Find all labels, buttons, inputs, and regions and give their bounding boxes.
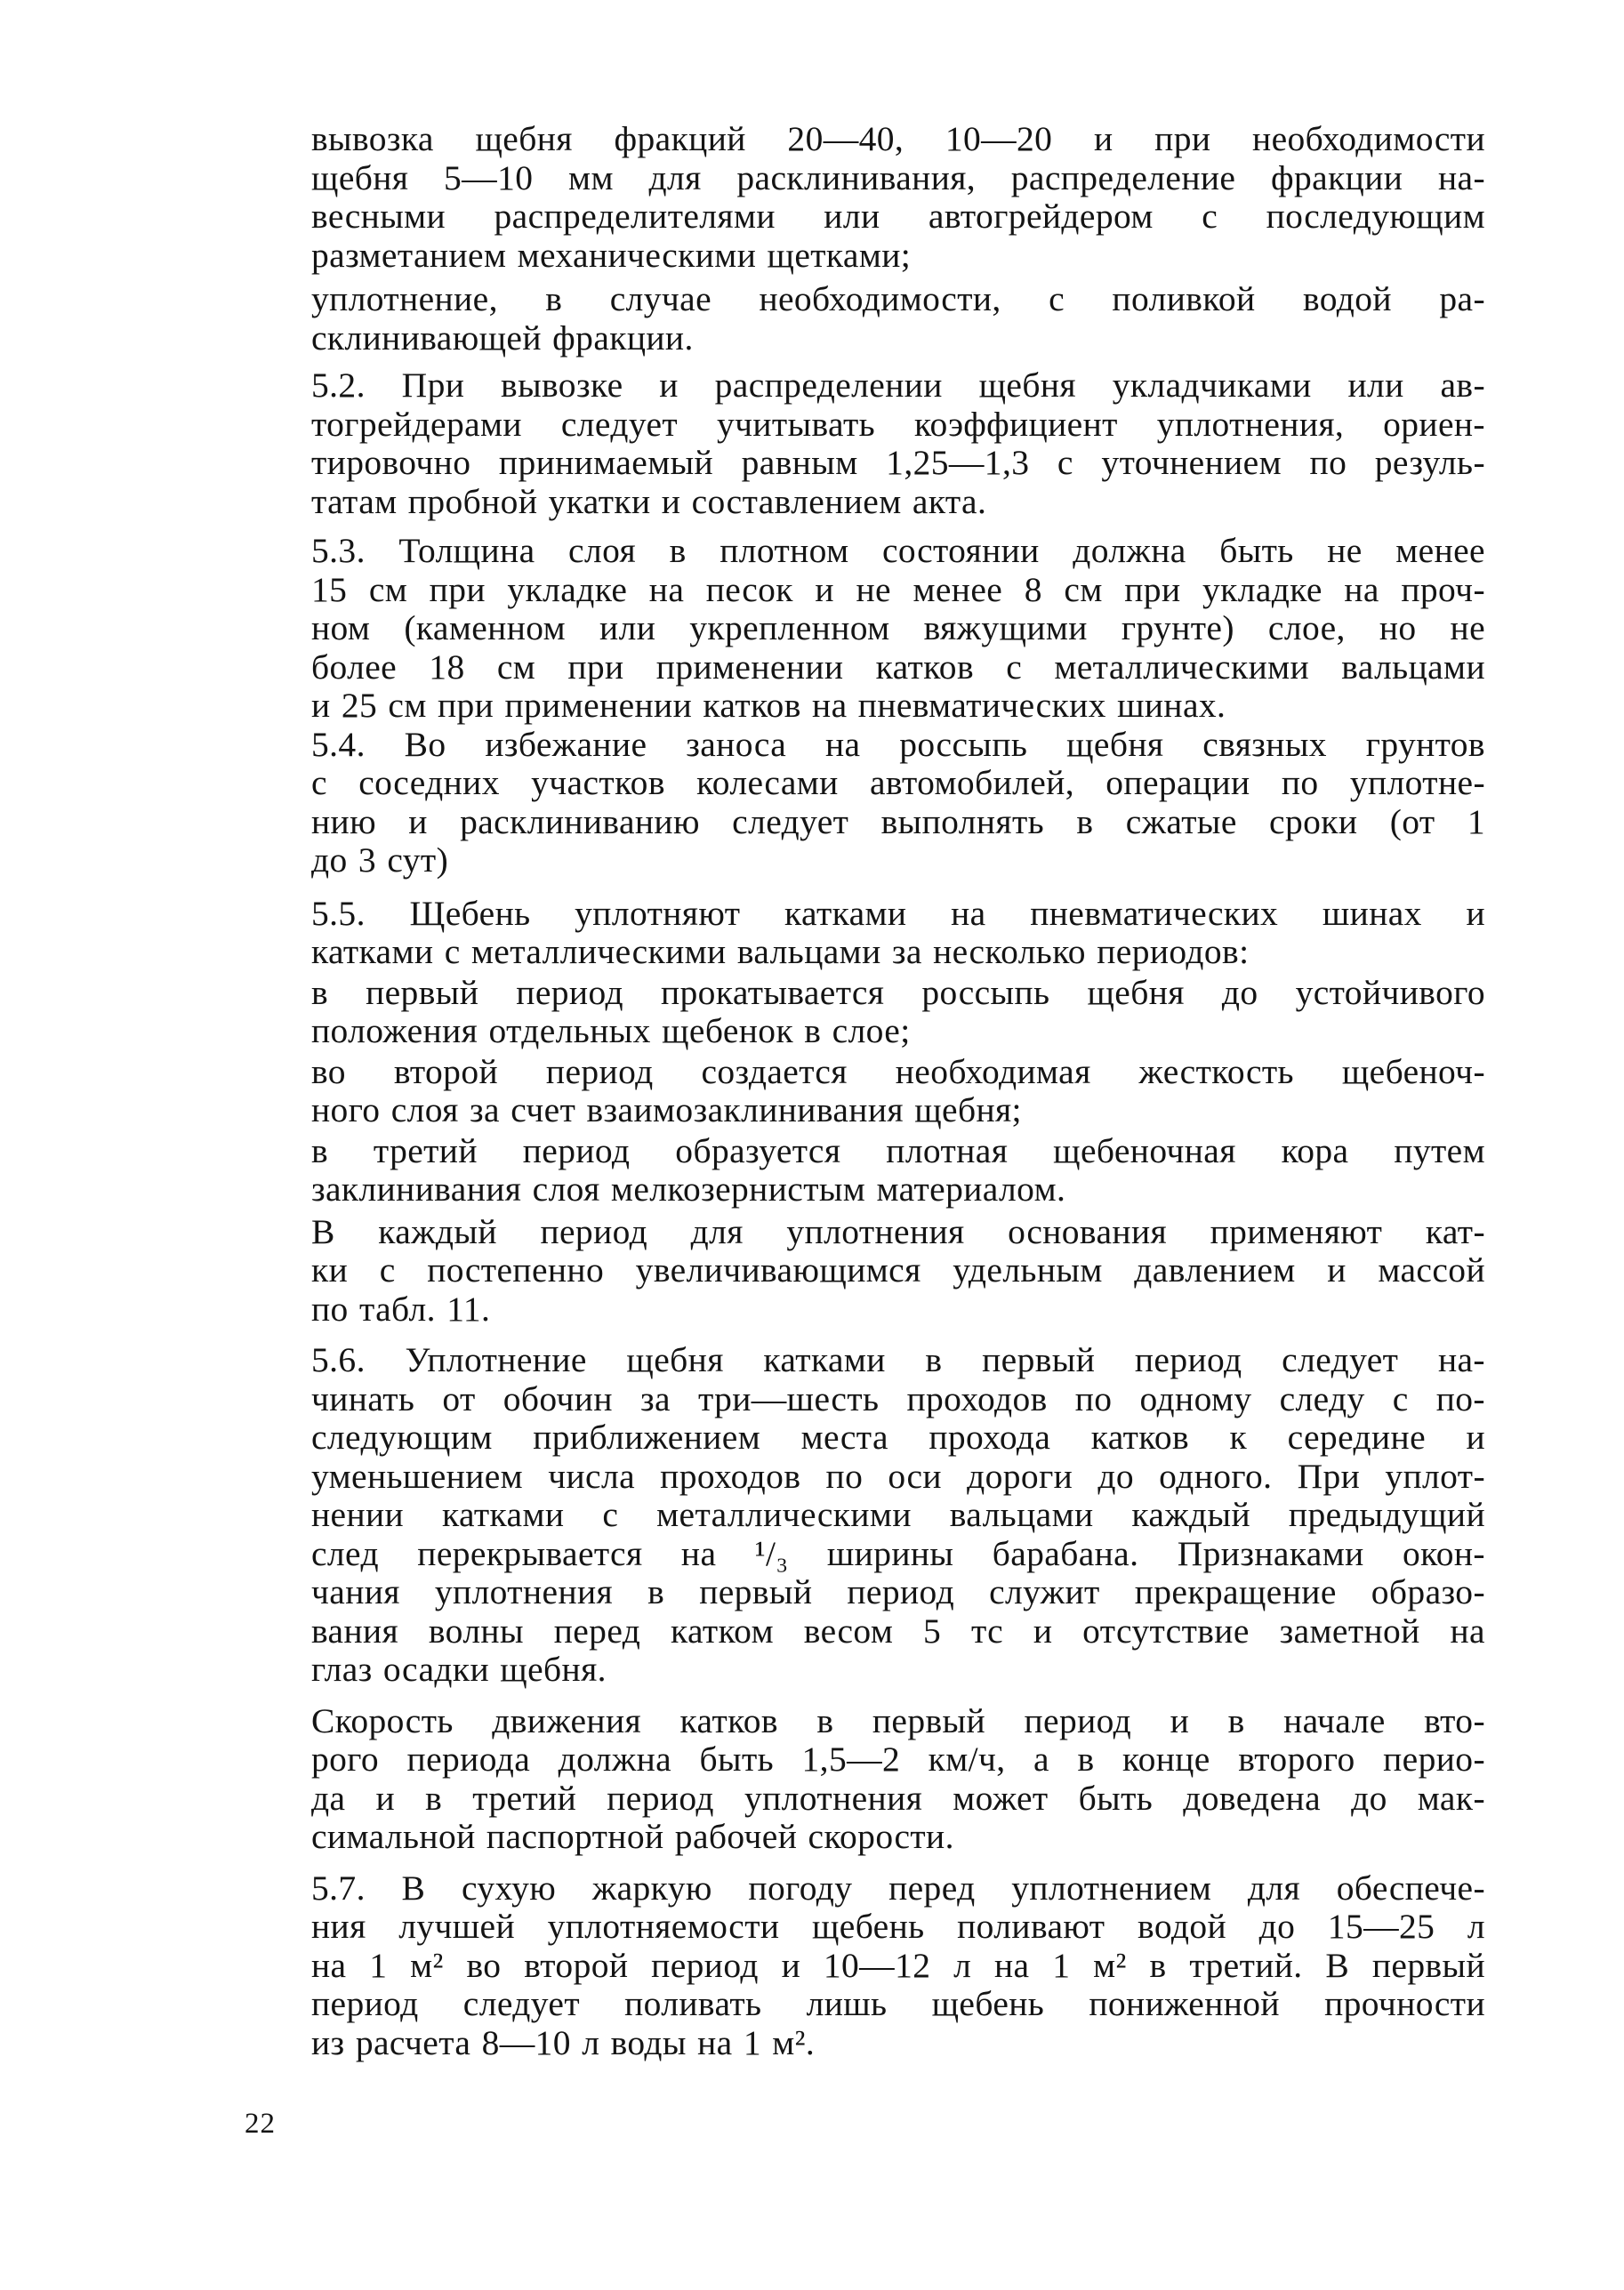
text-line: нию и расклиниванию следует выполнять в сжатые сроки (от 1 <box>311 801 1485 841</box>
paragraph-p8 <box>311 1053 1485 1130</box>
paragraph-p9 <box>311 1132 1485 1209</box>
text-line: и 25 см при применении катков на пневматических шинах. <box>311 686 1226 725</box>
document-page <box>311 120 1485 2062</box>
paragraph-p1 <box>311 120 1485 275</box>
text-line: нении катками с металлическими вальцами каждый предыдущий <box>311 1495 1485 1534</box>
text-line: из расчета 8—10 л воды на 1 м². <box>311 2022 816 2062</box>
text-line: по табл. 11. <box>311 1289 491 1329</box>
text-line: ния лучшей уплотняемости щебень поливают водой до 15—25 л <box>311 1907 1485 1946</box>
text-line: на 1 м² во второй период и 10—12 л на 1 м² в третий. В первый <box>311 1945 1485 1985</box>
text-line: след перекрывается на ¹/₃ ширины барабана. Признаками окон- <box>311 1533 1485 1573</box>
paragraph-p5 <box>311 726 1485 880</box>
text-line: 5.4. Во избежание заноса на россыпь щебня связных грунтов <box>311 724 1485 764</box>
paragraph-p10 <box>311 1213 1485 1330</box>
text-line: 5.5. Щебень уплотняют катками на пневматических шинах и <box>311 893 1485 933</box>
paragraph-gap <box>311 1329 1485 1341</box>
paragraph-gap <box>311 1857 1485 1869</box>
text-line: период следует поливать лишь щебень пониженной прочности <box>311 1984 1485 2023</box>
paragraph-p2 <box>311 280 1485 358</box>
text-line: рого периода должна быть 1,5—2 км/ч, а в конце второго перио- <box>311 1740 1485 1779</box>
text-line: уменьшением числа проходов по оси дороги до одного. При уплот- <box>311 1456 1485 1496</box>
paragraph-p13 <box>311 1869 1485 2063</box>
text-line: заклинивания слоя мелкозернистым материалом. <box>311 1169 1066 1209</box>
text-line: до 3 сут) <box>311 840 449 880</box>
paragraph-p11 <box>311 1341 1485 1690</box>
text-line: катками с металлическими вальцами за несколько периодов: <box>311 932 1250 971</box>
paragraph-gap <box>311 1690 1485 1702</box>
text-line: чания уплотнения в первый период служит прекращение образо- <box>311 1572 1485 1611</box>
text-line: ном (каменном или укрепленном вяжущими грунте) слое, но не <box>311 608 1485 647</box>
paragraph-p4 <box>311 532 1485 726</box>
text-line: в первый период прокатывается россыпь щебня до устойчивого <box>311 972 1485 1012</box>
text-line: 15 см при укладке на песок и не менее 8 см при укладке на проч- <box>311 569 1485 609</box>
text-line: 5.6. Уплотнение щебня катками в первый период следует на- <box>311 1340 1485 1379</box>
text-line: более 18 см при применении катков с металлическими вальцами <box>311 647 1485 687</box>
paragraph-p6 <box>311 895 1485 972</box>
text-line: в третий период образуется плотная щебеночная кора путем <box>311 1130 1485 1170</box>
text-line: ного слоя за счет взаимозаклинивания щебня; <box>311 1090 1022 1129</box>
text-line: положения отдельных щебенок в слое; <box>311 1011 911 1050</box>
text-line: тировочно принимаемый равным 1,25—1,3 с уточнением по резуль- <box>311 443 1485 482</box>
text-line: татам пробной укатки и составлением акта. <box>311 481 987 521</box>
text-line: да и в третий период уплотнения может быть доведена до мак- <box>311 1778 1485 1818</box>
text-line: Скорость движения катков в первый период и в начале вто- <box>311 1700 1485 1740</box>
text-line: следующим приближением места прохода катков к середине и <box>311 1418 1485 1457</box>
text-line: ки с постепенно увеличивающимся удельным давлением и массой <box>311 1250 1485 1290</box>
text-line: уплотнение, в случае необходимости, с поливкой водой ра- <box>311 279 1485 318</box>
text-line: разметанием механическими щетками; <box>311 235 912 275</box>
paragraph-p12 <box>311 1702 1485 1857</box>
text-line: тогрейдерами следует учитывать коэффициент уплотнения, ориен- <box>311 404 1485 444</box>
text-line: во второй период создается необходимая жесткость щебеноч- <box>311 1051 1485 1091</box>
text-line: щебня 5—10 мм для расклинивания, распределение фракции на- <box>311 157 1485 197</box>
text-line: симальной паспортной рабочей скорости. <box>311 1817 954 1856</box>
paragraph-p7 <box>311 974 1485 1051</box>
text-line: вания волны перед катком весом 5 тс и отсутствие заметной на <box>311 1611 1485 1651</box>
text-line: чинать от обочин за три—шесть проходов по одному следу с по- <box>311 1378 1485 1418</box>
text-line: В каждый период для уплотнения основания применяют кат- <box>311 1211 1485 1251</box>
text-line: склинивающей фракции. <box>311 317 694 358</box>
page-number: 22 <box>245 2108 276 2140</box>
text-line: 5.7. В сухую жаркую погоду перед уплотнением для обеспече- <box>311 1868 1485 1908</box>
paragraph-p3 <box>311 366 1485 521</box>
text-line: с соседних участков колесами автомобилей, операции по уплотне- <box>311 763 1485 802</box>
text-line: 5.3. Толщина слоя в плотном состоянии должна быть не менее <box>311 531 1485 570</box>
text-line: глаз осадки щебня. <box>311 1650 607 1689</box>
text-line: весными распределителями или автогрейдером с последующим <box>311 197 1485 236</box>
text-line: 5.2. При вывозке и распределении щебня укладчиками или ав- <box>311 366 1485 405</box>
text-line: вывозка щебня фракций 20—40, 10—20 и при необходимости <box>311 119 1485 158</box>
paragraph-gap <box>311 880 1485 895</box>
